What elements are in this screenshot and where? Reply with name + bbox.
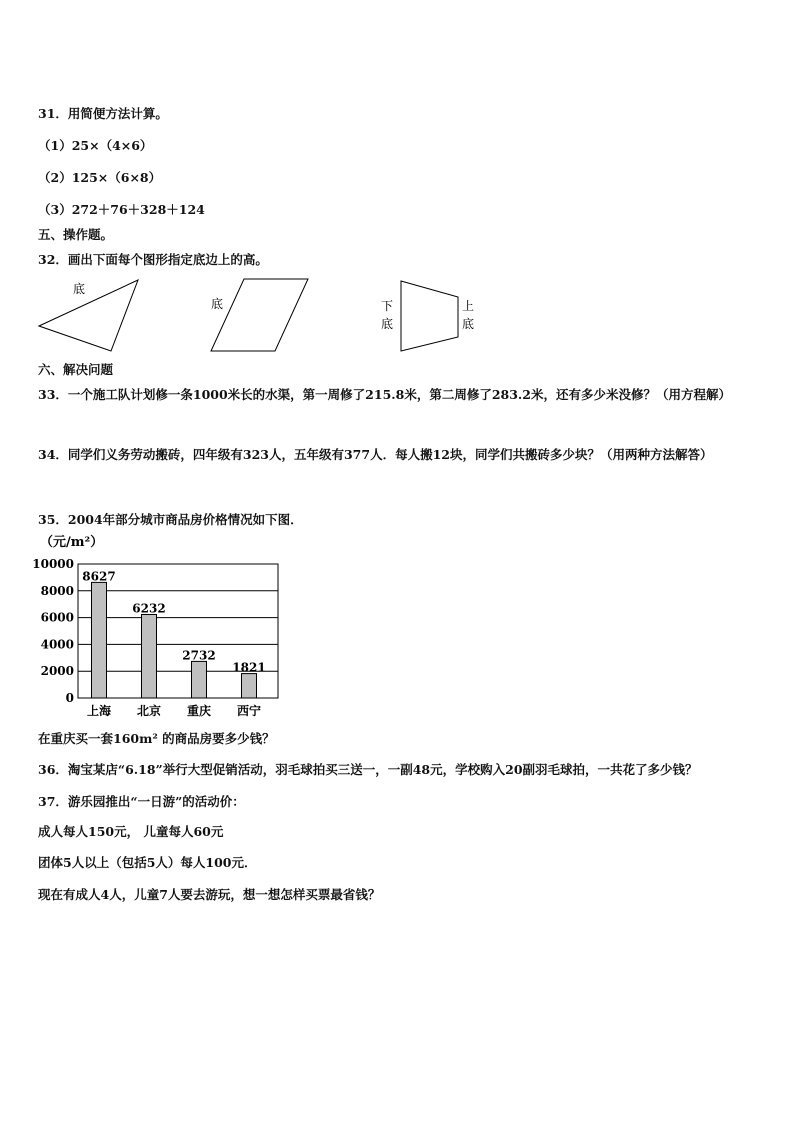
trapezoid-lower-label-1: 下 xyxy=(381,299,394,313)
chart-x-tick-label: 西宁 xyxy=(236,704,262,718)
triangle-figure xyxy=(39,280,138,351)
chart-data-label: 6232 xyxy=(132,601,166,616)
trapezoid-upper-label-1: 上 xyxy=(462,299,475,313)
q31-item-3: （3）272＋76＋328＋124 xyxy=(38,202,205,217)
chart-x-tick-label: 北京 xyxy=(136,704,162,718)
chart-y-tick-label: 4000 xyxy=(40,637,74,652)
q37-title: 37．游乐园推出“一日游”的活动价： xyxy=(38,794,245,809)
chart-bar xyxy=(92,582,107,698)
chart-data-label: 1821 xyxy=(232,660,266,675)
section-title-5: 五、操作题。 xyxy=(38,227,114,242)
parallelogram-base-label: 底 xyxy=(211,297,224,311)
chart-y-axis-label: （元/m²） xyxy=(40,535,104,550)
triangle-base-label: 底 xyxy=(73,282,86,296)
trapezoid-upper-label-2: 底 xyxy=(462,317,475,331)
chart-bar xyxy=(192,661,207,698)
q35-question: 在重庆买一套160m² 的商品房要多少钱？ xyxy=(38,731,275,746)
chart-data-label: 2732 xyxy=(182,648,216,663)
trapezoid-figure xyxy=(401,281,458,351)
chart-y-tick-label: 0 xyxy=(65,691,74,705)
section-title-6: 六、解决问题 xyxy=(38,362,114,377)
chart-y-tick-label: 2000 xyxy=(40,664,74,679)
chart-bar xyxy=(242,674,257,698)
q37-line-3: 现在有成人4人，儿童7人要去游玩，想一想怎样买票最省钱？ xyxy=(38,887,381,902)
q35-title: 35．2004年部分城市商品房价格情况如下图． xyxy=(38,512,303,527)
chart-y-tick-label: 6000 xyxy=(40,610,74,625)
chart-y-tick-label: 8000 xyxy=(40,583,74,598)
q32-figures xyxy=(0,270,794,360)
q31-item-1: （1）25×（4×6） xyxy=(38,138,153,153)
q36-text: 36．淘宝某店“6.18”举行大型促销活动，羽毛球拍买三送一，一副48元，学校购入20副羽毛球拍，一共花了多少钱？ xyxy=(38,762,698,777)
q37-line-2: 团体5人以上（包括5人）每人100元． xyxy=(38,855,257,870)
chart-bar xyxy=(142,614,157,698)
q33-text: 33．一个施工队计划修一条1000米长的水渠，第一周修了215.8米，第二周修了283.2米，还有多少米没修？（用方程解） xyxy=(38,387,731,402)
chart-x-tick-label: 上海 xyxy=(86,704,112,718)
q32-title: 32．画出下面每个图形指定底边上的高。 xyxy=(38,252,268,267)
parallelogram-figure xyxy=(211,279,308,351)
price-bar-chart xyxy=(0,528,300,723)
trapezoid-lower-label-2: 底 xyxy=(381,317,394,331)
q31-item-2: （2）125×（6×8） xyxy=(38,170,162,185)
chart-y-tick-label: 10000 xyxy=(32,557,74,571)
q34-text: 34．同学们义务劳动搬砖，四年级有323人，五年级有377人．每人搬12块，同学们共搬砖多少块？（用两种方法解答） xyxy=(38,447,713,462)
q31-title: 31．用简便方法计算。 xyxy=(38,106,168,121)
q37-line-1: 成人每人150元， 儿童每人60元 xyxy=(38,824,224,839)
chart-data-label: 8627 xyxy=(82,569,116,584)
chart-x-tick-label: 重庆 xyxy=(186,704,212,718)
